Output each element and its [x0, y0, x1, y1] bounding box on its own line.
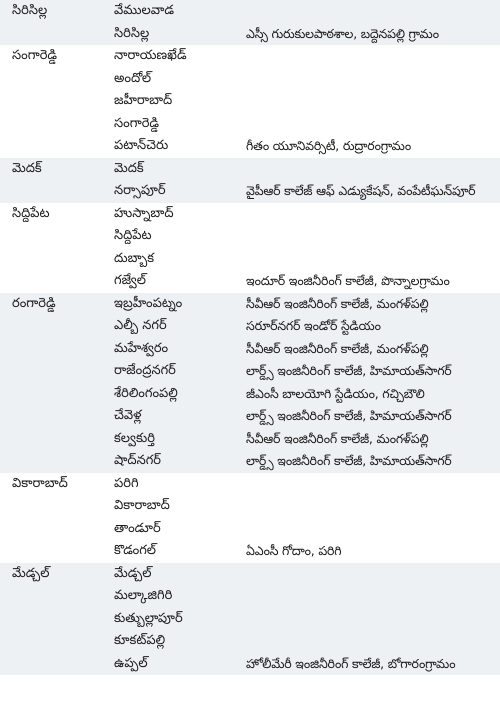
counting-center-cell: హోలీమేరీ ఇంజినీరింగ్ కాలేజీ, బోగారంగ్రామం	[246, 655, 456, 671]
district-group	[0, 45, 500, 158]
constituency-cell: సంగారెడ్డి	[114, 115, 160, 131]
constituency-cell: చేవెళ్ల	[114, 408, 142, 424]
table-row	[0, 338, 500, 361]
constituency-cell: పరిగి	[114, 475, 139, 491]
table-row	[0, 293, 500, 316]
constituency-cell: దుబ్బాక	[114, 250, 155, 266]
table-row	[0, 23, 500, 46]
table-row	[0, 113, 500, 136]
counting-center-cell: ఏఎంసీ గోదాం, పరిగి	[246, 543, 342, 559]
table-row	[0, 383, 500, 406]
district-cell: రంగారెడ్డి	[12, 295, 56, 311]
constituency-cell: సిద్దిపేట	[114, 228, 152, 244]
constituency-cell: జహీరాబాద్	[114, 93, 173, 109]
table-row	[0, 518, 500, 541]
counting-center-cell: లార్డ్స్ ఇంజినీరింగ్ కాలేజీ, హిమాయత్‌సాగర్	[246, 453, 452, 469]
constituency-cell: ఇబ్రహీంపట్నం	[114, 295, 183, 311]
constituency-cell: అందోల్	[114, 70, 152, 86]
table-row	[0, 540, 500, 563]
counting-center-cell: ఎస్సీ గురుకులపాఠశాల, బద్దెనపల్లి గ్రామం	[246, 25, 439, 41]
table-row	[0, 158, 500, 181]
table-row	[0, 630, 500, 653]
table-row	[0, 135, 500, 158]
counting-center-cell: లార్డ్స్ ఇంజినీరింగ్ కాలేజీ, హిమాయత్‌సాగర్	[246, 408, 452, 424]
district-group	[0, 473, 500, 563]
district-cell: మేడ్చల్	[12, 565, 50, 581]
district-cell: సిద్దిపేట	[12, 205, 50, 221]
table-row	[0, 428, 500, 451]
constituency-cell: సిరిసిల్ల	[114, 25, 150, 41]
constituency-cell: మహేశ్వరం	[114, 340, 169, 356]
constituency-cell: పటాన్‌చెరు	[114, 138, 169, 154]
constituency-cell: నారాయణఖేడ్	[114, 48, 187, 64]
constituency-cell: శేరిలింగంపల్లి	[114, 385, 178, 401]
counting-center-cell: సీవీఆర్ ఇంజినీరింగ్ కాలేజీ, మంగళ్‌పల్లి	[246, 295, 429, 311]
table-row	[0, 608, 500, 631]
table-row	[0, 585, 500, 608]
district-group	[0, 0, 500, 45]
constituency-cell: ఉప్పల్	[114, 655, 148, 671]
table-row	[0, 270, 500, 293]
counting-center-cell: ఇందూర్ ఇంజినీరింగ్ కాలేజీ, పొన్నాలగ్రామం	[246, 273, 450, 289]
table-row	[0, 563, 500, 586]
counting-center-cell: సీవీఆర్ ఇంజినీరింగ్ కాలేజీ, మంగళ్‌పల్లి	[246, 430, 429, 446]
district-cell: సంగారెడ్డి	[12, 48, 58, 64]
district-group	[0, 203, 500, 293]
constituency-cell: గజ్వేల్	[114, 273, 146, 289]
table-row	[0, 405, 500, 428]
table-row	[0, 180, 500, 203]
table-row	[0, 90, 500, 113]
table-row	[0, 653, 500, 676]
constituency-cell: మల్కాజిగిరి	[114, 588, 173, 604]
constituency-cell: మెదక్	[114, 160, 144, 176]
table-row	[0, 473, 500, 496]
district-cell: వికారాబాద్	[12, 475, 68, 491]
district-group	[0, 158, 500, 203]
counting-center-cell: జీఎంసీ బాలయోగి స్టేడియం, గచ్చిబౌలి	[246, 385, 425, 401]
constituency-cell: నర్సాపూర్	[114, 183, 166, 199]
district-cell: మెదక్	[12, 160, 42, 176]
table-row	[0, 360, 500, 383]
table-row	[0, 495, 500, 518]
counting-center-cell: గీతం యూనివర్సిటీ, రుద్రారంగ్రామం	[246, 138, 412, 154]
counting-center-cell: సరూర్‌నగర్ ఇండోర్ స్టేడియం	[246, 318, 381, 334]
constituency-cell: మేడ్చల్	[114, 565, 152, 581]
table-row	[0, 45, 500, 68]
constituency-cell: కూకట్‌పల్లి	[114, 633, 166, 649]
constituency-cell: షాద్‌నగర్	[114, 453, 161, 469]
counting-center-cell: వైపీఆర్ కాలేజ్ ఆఫ్ ఎడ్యుకేషన్, వంపేటీఘన్‌పూర్	[246, 183, 476, 199]
constituency-cell: రాజేంద్రనగర్	[114, 363, 176, 379]
table-row	[0, 248, 500, 271]
constituency-cell: ఎల్బీ నగర్	[114, 318, 167, 334]
constituency-cell: వేములవాడ	[114, 3, 174, 19]
constituency-cell: కుత్బుల్లాపూర్	[114, 610, 183, 626]
table-row	[0, 68, 500, 91]
constituency-cell: వికారాబాద్	[114, 498, 170, 514]
district-cell: సిరిసిల్ల	[12, 3, 48, 19]
counting-center-cell: సీవీఆర్ ఇంజినీరింగ్ కాలేజీ, మంగళ్‌పల్లి	[246, 340, 429, 356]
table-row	[0, 203, 500, 226]
table-row	[0, 450, 500, 473]
district-group	[0, 563, 500, 676]
table-row	[0, 0, 500, 23]
constituency-cell: కల్వకుర్తి	[114, 430, 155, 446]
constituency-cell: తాండూర్	[114, 520, 161, 536]
counting-center-cell: లార్డ్స్ ఇంజినీరింగ్ కాలేజీ, హిమాయత్‌సాగర్	[246, 363, 452, 379]
table-row	[0, 225, 500, 248]
district-group	[0, 293, 500, 473]
constituency-cell: కొడంగల్	[114, 543, 157, 559]
constituency-cell: హుస్నాబాద్	[114, 205, 174, 221]
table-row	[0, 315, 500, 338]
